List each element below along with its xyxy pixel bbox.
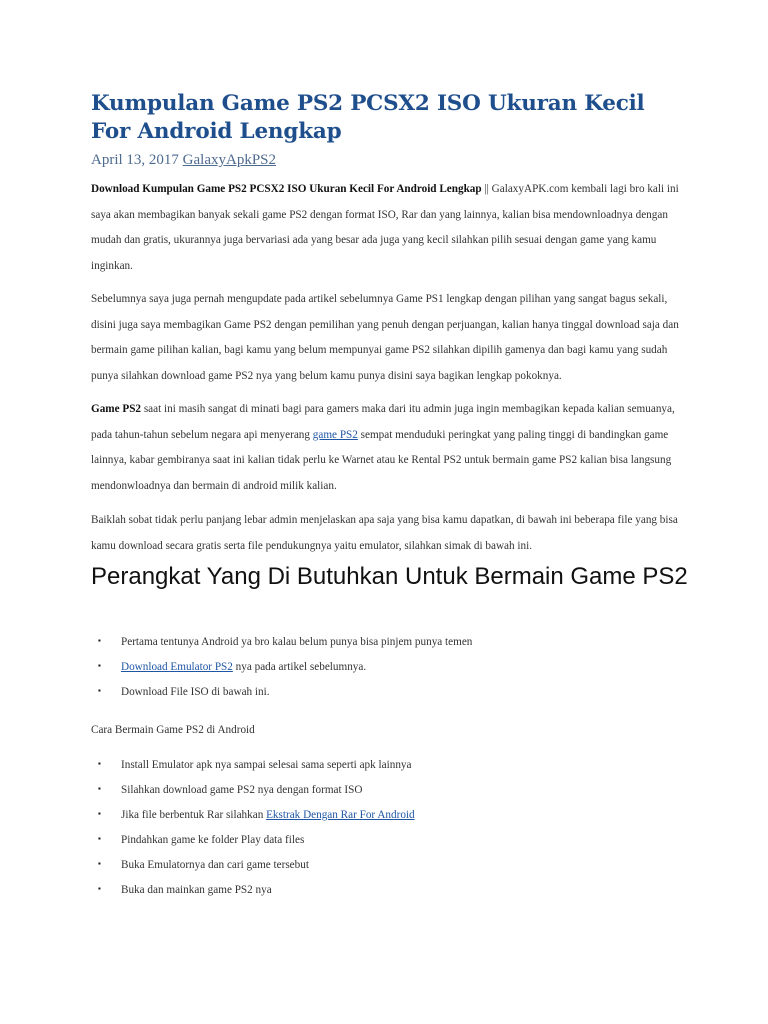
list-item-text: nya pada artikel sebelumnya. [232, 661, 367, 673]
list-item-text: Pindahkan game ke folder Play data files [121, 834, 305, 846]
game-ps2-bold-text: Game PS2 [91, 403, 142, 415]
game-ps2-link[interactable]: game PS2 [312, 428, 358, 441]
extract-rar-link[interactable]: Ekstrak Dengan Rar For Android [266, 809, 415, 821]
list-item [91, 659, 681, 684]
square-bullet-icon: ▪ [98, 809, 101, 818]
fourth-paragraph: Baiklah sobat tidak perlu panjang lebar admin menjelaskan apa saja yang bisa kamu dapatkan, di bawah ini beberapa file yang bisa kamu download secara gratis serta file pendukungnya yaitu emulator, silahkan simak di bawah ini. [91, 514, 678, 552]
requirements-list [91, 634, 681, 709]
list-item [91, 807, 681, 832]
list-item-text: Download File ISO di bawah ini. [121, 686, 270, 698]
intro-bold-text: Download Kumpulan Game PS2 PCSX2 ISO Ukuran Kecil For Android Lengkap [91, 183, 482, 195]
list-item [91, 782, 681, 807]
list-item [91, 634, 681, 659]
post-title[interactable]: Kumpulan Game PS2 PCSX2 ISO Ukuran Kecil For Android Lengkap [91, 91, 645, 144]
post-meta [91, 151, 276, 169]
list-item [91, 832, 681, 857]
how-to-play-subheading: Cara Bermain Game PS2 di Android [91, 724, 255, 736]
square-bullet-icon: ▪ [98, 661, 101, 670]
square-bullet-icon: ▪ [98, 859, 101, 868]
list-item-text: Jika file berbentuk Rar silahkan [121, 809, 267, 821]
square-bullet-icon: ▪ [98, 784, 101, 793]
square-bullet-icon: ▪ [98, 636, 101, 645]
list-item [91, 857, 681, 882]
intro-text: || GalaxyAPK.com kembali lagi bro kali ini saya akan membagikan banyak sekali game PS2 dengan format ISO, Rar dan yang lainnya, kalian bisa mendownloadnya dengan mudah dan gratis, ukurannya juga bervariasi ada yang besar ada juga yang kecil silahkan pilih sesuai dengan game yang kamu inginkan. [91, 183, 679, 272]
list-item [91, 882, 681, 907]
list-item-text: Buka Emulatornya dan cari game tersebut [121, 859, 309, 871]
post-date: April 13, 2017 [91, 152, 179, 168]
square-bullet-icon: ▪ [98, 834, 101, 843]
second-paragraph: Sebelumnya saya juga pernah mengupdate pada artikel sebelumnya Game PS1 lengkap dengan pilihan yang sangat bagus sekali, disini juga saya membagikan Game PS2 dengan pemilihan yang penuh dengan perjuangan, kalian hanya tinggal download saja dan bermain game pilihan kalian, bagi kamu yang belum mempunyai game PS2 silahkan dipilih gamenya dan bagi kamu yang sudah punya silahkan download game PS2 nya yang belum kamu punya disini saya bagikan lengkap pokoknya. [91, 293, 679, 382]
third-paragraph [91, 397, 681, 499]
square-bullet-icon: ▪ [98, 759, 101, 768]
square-bullet-icon: ▪ [98, 884, 101, 893]
list-item [91, 684, 681, 709]
list-item-text: Pertama tentunya Android ya bro kalau belum punya bisa pinjem punya temen [121, 636, 473, 648]
author-link[interactable]: GalaxyApkPS2 [182, 152, 277, 168]
list-item-text: Silahkan download game PS2 nya dengan format ISO [121, 784, 363, 796]
list-item-text: Buka dan mainkan game PS2 nya [121, 884, 272, 896]
steps-list [91, 757, 681, 907]
section-title: Perangkat Yang Di Butuhkan Untuk Bermain Game PS2 [91, 563, 688, 590]
third-text-after-link: sempat menduduki peringkat yang paling tinggi di bandingkan game lainnya, kabar gembiranya saat ini kalian tidak perlu ke Warnet atau ke Rental PS2 untuk bermain game PS2 kalian bisa langsung mendonwloadnya dan bermain di android milik kalian. [91, 428, 672, 492]
square-bullet-icon: ▪ [98, 686, 101, 695]
third-text-before-link: saat ini masih sangat di minati bagi para gamers maka dari itu admin juga ingin membagikan kepada kalian semuanya, pada tahun-tahun sebelum negara api menyerang [91, 403, 675, 441]
download-emulator-link[interactable]: Download Emulator PS2 [121, 661, 233, 673]
list-item-text: Install Emulator apk nya sampai selesai sama seperti apk lainnya [121, 759, 412, 771]
intro-paragraph [91, 177, 681, 279]
list-item [91, 757, 681, 782]
